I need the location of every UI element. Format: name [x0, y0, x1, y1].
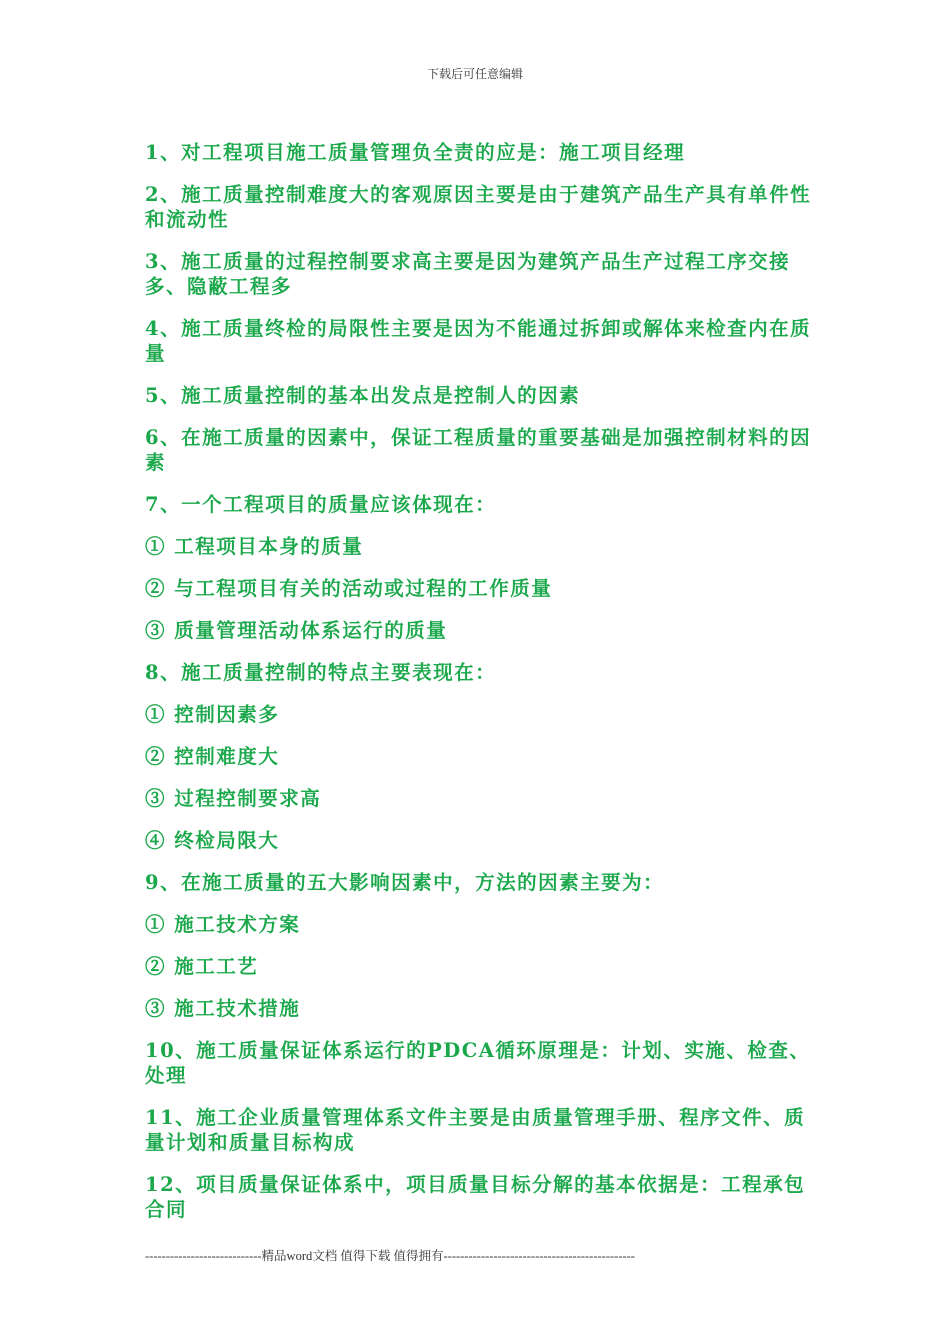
list-item-9-1: ① 施工技术方案	[145, 913, 301, 936]
paragraph-12: 12、项目质量保证体系中，项目质量目标分解的基本依据是：工程承包合同	[145, 1173, 806, 1221]
paragraph-4: 4、施工质量终检的局限性主要是因为不能通过拆卸或解体来检查内在质量	[145, 317, 812, 365]
paragraph-3: 3、施工质量的过程控制要求高主要是因为建筑产品生产过程工序交接多、隐蔽工程多	[145, 250, 791, 298]
paragraph-5: 5、施工质量控制的基本出发点是控制人的因素	[145, 384, 581, 407]
paragraph-11: 11、施工企业质量管理体系文件主要是由质量管理手册、程序文件、质量计划和质量目标构成	[145, 1106, 806, 1154]
document-body	[145, 140, 815, 1239]
paragraph-10: 10、施工质量保证体系运行的PDCA循环原理是：计划、实施、检查、处理	[145, 1039, 811, 1087]
list-item-7-1: ① 工程项目本身的质量	[145, 535, 364, 558]
paragraph-6: 6、在施工质量的因素中，保证工程质量的重要基础是加强控制材料的因素	[145, 426, 812, 474]
paragraph-7: 7、一个工程项目的质量应该体现在：	[145, 493, 497, 516]
page-footer: ----------------------------精品word文档 值得下载 值得拥有----------------------------------------------	[145, 1249, 635, 1263]
paragraph-9: 9、在施工质量的五大影响因素中，方法的因素主要为：	[145, 871, 665, 894]
list-item-8-4: ④ 终检局限大	[145, 829, 280, 852]
list-item-8-3: ③ 过程控制要求高	[145, 787, 322, 810]
list-item-8-1: ① 控制因素多	[145, 703, 280, 726]
list-item-7-3: ③ 质量管理活动体系运行的质量	[145, 619, 448, 642]
paragraph-8: 8、施工质量控制的特点主要表现在：	[145, 661, 497, 684]
list-item-9-2: ② 施工工艺	[145, 955, 259, 978]
list-item-9-3: ③ 施工技术措施	[145, 997, 301, 1020]
paragraph-2: 2、施工质量控制难度大的客观原因主要是由于建筑产品生产具有单件性和流动性	[145, 183, 812, 231]
page-header: 下载后可任意编辑	[426, 67, 523, 81]
list-item-7-2: ② 与工程项目有关的活动或过程的工作质量	[145, 577, 553, 600]
paragraph-1: 1、对工程项目施工质量管理负全责的应是：施工项目经理	[145, 141, 686, 164]
list-item-8-2: ② 控制难度大	[145, 745, 280, 768]
